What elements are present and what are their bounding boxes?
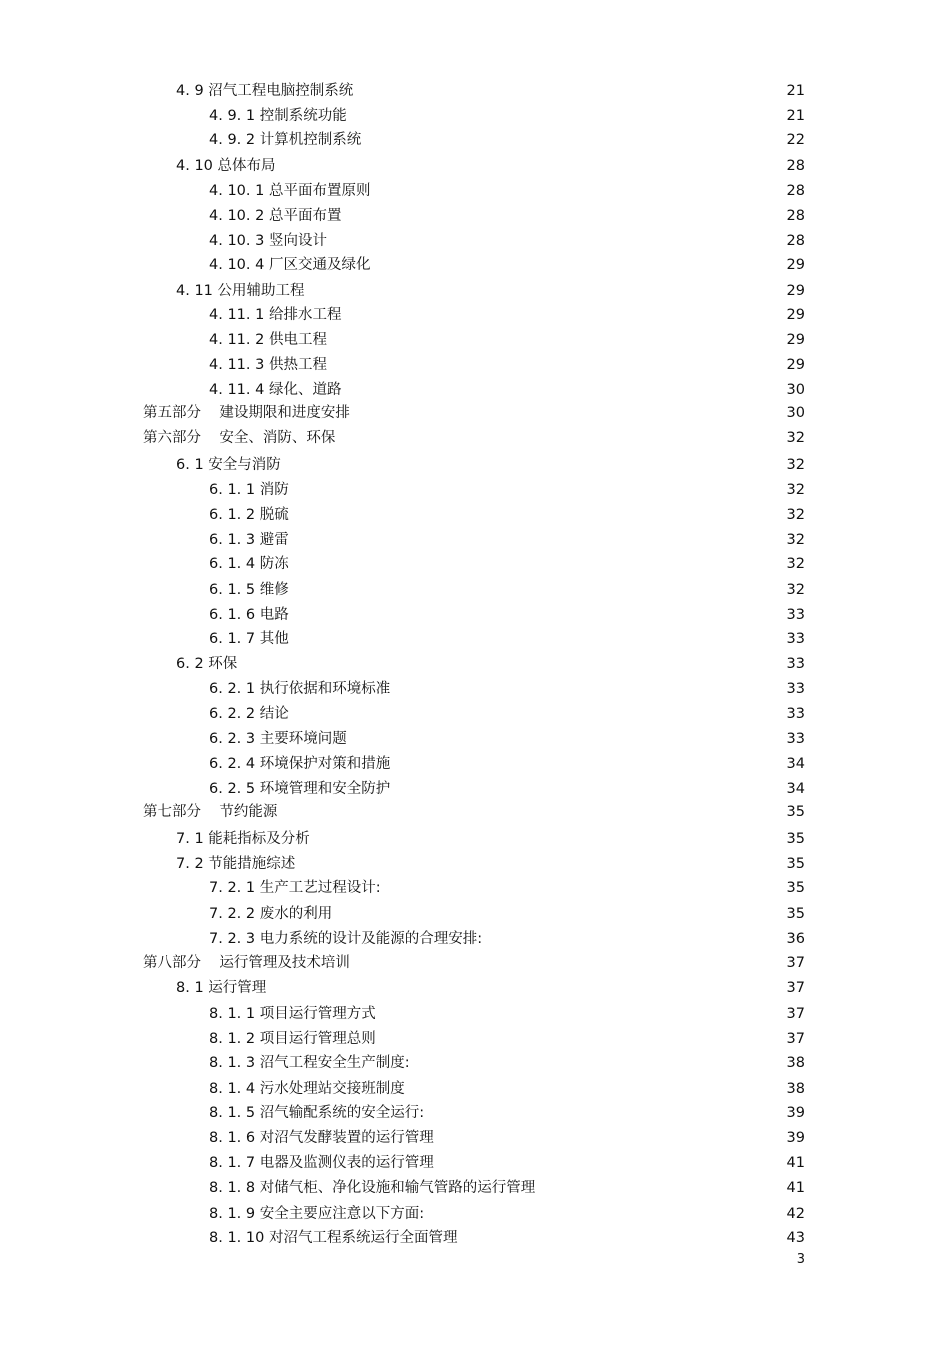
toc-entry-title: 4. 11 公用辅助工程 — [176, 283, 305, 299]
toc-entry-page: 37 — [786, 1006, 805, 1022]
toc-entry-page: 29 — [786, 357, 805, 373]
toc-entry[interactable] — [209, 105, 805, 127]
toc-entry-page: 39 — [786, 1130, 805, 1146]
toc-entry-title: 6. 1. 2 脱硫 — [209, 507, 289, 523]
toc-entry[interactable] — [209, 903, 805, 925]
toc-entry[interactable] — [209, 479, 805, 501]
toc-entry-title: 6. 1. 6 电路 — [209, 607, 289, 623]
toc-entry-page: 34 — [786, 781, 805, 797]
toc-entry-page: 34 — [786, 756, 805, 772]
toc-entry-title: 6. 1. 5 维修 — [209, 582, 289, 598]
toc-entry[interactable] — [209, 180, 805, 202]
toc-entry-page: 32 — [786, 457, 805, 473]
toc-entry-page: 36 — [786, 931, 805, 947]
toc-entry-title: 8. 1 运行管理 — [176, 980, 267, 996]
page-number: 3 — [796, 1252, 805, 1267]
toc-entry-title: 4. 10. 2 总平面布置 — [209, 208, 342, 224]
toc-entry-title: 8. 1. 6 对沼气发酵装置的运行管理 — [209, 1130, 434, 1146]
toc-entry[interactable] — [209, 529, 805, 551]
toc-entry[interactable] — [209, 928, 805, 950]
toc-entry-page: 35 — [786, 804, 805, 820]
toc-entry-page: 33 — [786, 731, 805, 747]
toc-entry[interactable] — [143, 801, 805, 823]
toc-entry-page: 32 — [786, 582, 805, 598]
toc-entry-page: 41 — [786, 1155, 805, 1171]
toc-entry[interactable] — [209, 728, 805, 750]
toc-entry-page: 28 — [786, 233, 805, 249]
toc-entry-page: 33 — [786, 631, 805, 647]
toc-entry-page: 33 — [786, 706, 805, 722]
toc-entry-page: 30 — [786, 382, 805, 398]
toc-entry[interactable] — [143, 402, 805, 424]
toc-entry-page: 21 — [786, 83, 805, 99]
toc-entry-title: 4. 11. 4 绿化、道路 — [209, 382, 342, 398]
toc-entry[interactable] — [209, 1227, 805, 1249]
toc-entry[interactable] — [209, 1052, 805, 1074]
toc-entry-title: 4. 10. 1 总平面布置原则 — [209, 183, 371, 199]
toc-entry-title: 6. 1 安全与消防 — [176, 457, 281, 473]
toc-entry-page: 33 — [786, 681, 805, 697]
toc-entry[interactable] — [209, 379, 805, 401]
toc-entry[interactable] — [209, 1152, 805, 1174]
toc-entry-title: 6. 1. 1 消防 — [209, 482, 289, 498]
toc-entry-title: 7. 2. 3 电力系统的设计及能源的合理安排: — [209, 931, 483, 947]
toc-entry[interactable] — [143, 427, 805, 449]
toc-entry-title: 6. 2. 2 结论 — [209, 706, 289, 722]
toc-entry-page: 28 — [786, 183, 805, 199]
toc-entry-page: 28 — [786, 158, 805, 174]
toc-entry[interactable] — [176, 977, 805, 999]
toc-entry[interactable] — [176, 853, 805, 875]
toc-entry-page: 29 — [786, 307, 805, 323]
toc-entry[interactable] — [209, 205, 805, 227]
toc-entry-title: 第八部分 运行管理及技术培训 — [143, 955, 350, 971]
toc-entry[interactable] — [209, 129, 805, 151]
toc-entry-page: 35 — [786, 880, 805, 896]
toc-entry-title: 8. 1. 8 对储气柜、净化设施和输气管路的运行管理 — [209, 1180, 536, 1196]
toc-entry-page: 28 — [786, 208, 805, 224]
toc-entry-title: 7. 2. 1 生产工艺过程设计: — [209, 880, 381, 896]
toc-entry[interactable] — [209, 877, 805, 899]
toc-entry-page: 21 — [786, 108, 805, 124]
toc-entry-title: 第五部分 建设期限和进度安排 — [143, 405, 350, 421]
toc-entry[interactable] — [209, 1028, 805, 1050]
toc-entry-page: 32 — [786, 556, 805, 572]
toc-entry[interactable] — [209, 553, 805, 575]
toc-entry-page: 32 — [786, 482, 805, 498]
toc-entry-title: 4. 9. 1 控制系统功能 — [209, 108, 347, 124]
toc-entry-title: 6. 2. 4 环境保护对策和措施 — [209, 756, 391, 772]
toc-entry[interactable] — [209, 1127, 805, 1149]
toc-entry-title: 4. 9 沼气工程电脑控制系统 — [176, 83, 354, 99]
toc-entry-page: 43 — [786, 1230, 805, 1246]
toc-entry-title: 7. 1 能耗指标及分析 — [176, 831, 310, 847]
toc-entry-title: 6. 1. 3 避雷 — [209, 532, 289, 548]
toc-entry-title: 6. 1. 7 其他 — [209, 631, 289, 647]
toc-entry[interactable] — [209, 778, 805, 800]
toc-entry[interactable] — [176, 280, 805, 302]
toc-entry-title: 8. 1. 2 项目运行管理总则 — [209, 1031, 376, 1047]
toc-entry-title: 4. 10 总体布局 — [176, 158, 276, 174]
toc-entry[interactable] — [209, 604, 805, 626]
toc-entry-page: 35 — [786, 906, 805, 922]
toc-entry[interactable] — [209, 678, 805, 700]
toc-entry-page: 33 — [786, 656, 805, 672]
toc-entry-page: 42 — [786, 1206, 805, 1222]
toc-entry[interactable] — [176, 653, 805, 675]
toc-entry-title: 8. 1. 5 沼气输配系统的安全运行: — [209, 1105, 425, 1121]
toc-entry-page: 38 — [786, 1055, 805, 1071]
toc-entry[interactable] — [176, 828, 805, 850]
toc-entry[interactable] — [209, 230, 805, 252]
toc-entry-title: 4. 10. 3 竖向设计 — [209, 233, 327, 249]
toc-entry-page: 39 — [786, 1105, 805, 1121]
toc-entry-page: 41 — [786, 1180, 805, 1196]
toc-entry-title: 4. 9. 2 计算机控制系统 — [209, 132, 362, 148]
toc-entry-page: 35 — [786, 831, 805, 847]
toc-entry-title: 6. 2. 3 主要环境问题 — [209, 731, 347, 747]
toc-entry-page: 37 — [786, 955, 805, 971]
toc-entry-title: 8. 1. 4 污水处理站交接班制度 — [209, 1081, 405, 1097]
toc-entry-page: 32 — [786, 532, 805, 548]
toc-entry[interactable] — [176, 454, 805, 476]
toc-entry[interactable] — [209, 354, 805, 376]
toc-entry[interactable] — [209, 579, 805, 601]
toc-entry-page: 29 — [786, 332, 805, 348]
toc-entry[interactable] — [209, 1003, 805, 1025]
toc-entry[interactable] — [209, 1203, 805, 1225]
toc-entry-title: 4. 11. 1 给排水工程 — [209, 307, 342, 323]
toc-entry-page: 29 — [786, 283, 805, 299]
toc-entry[interactable] — [209, 254, 805, 276]
toc-entry-title: 第六部分 安全、消防、环保 — [143, 430, 336, 446]
toc-entry-page: 38 — [786, 1081, 805, 1097]
toc-entry[interactable] — [176, 80, 805, 102]
toc-entry[interactable] — [209, 1102, 805, 1124]
toc-entry-page: 32 — [786, 507, 805, 523]
toc-entry-title: 6. 1. 4 防冻 — [209, 556, 289, 572]
toc-entry[interactable] — [209, 329, 805, 351]
toc-entry-page: 30 — [786, 405, 805, 421]
toc-entry-title: 8. 1. 10 对沼气工程系统运行全面管理 — [209, 1230, 458, 1246]
toc-entry-page: 33 — [786, 607, 805, 623]
toc-entry-page: 37 — [786, 980, 805, 996]
toc-entry-title: 6. 2. 5 环境管理和安全防护 — [209, 781, 391, 797]
toc-entry-title: 8. 1. 9 安全主要应注意以下方面: — [209, 1206, 425, 1222]
toc-entry-page: 32 — [786, 430, 805, 446]
toc-entry-title: 8. 1. 1 项目运行管理方式 — [209, 1006, 376, 1022]
toc-entry[interactable] — [176, 155, 805, 177]
toc-entry-page: 35 — [786, 856, 805, 872]
toc-entry-title: 6. 2 环保 — [176, 656, 238, 672]
toc-entry-title: 4. 11. 2 供电工程 — [209, 332, 327, 348]
toc-entry-title: 4. 11. 3 供热工程 — [209, 357, 327, 373]
toc-entry[interactable] — [209, 753, 805, 775]
toc-entry-page: 29 — [786, 257, 805, 273]
toc-entry-title: 7. 2. 2 废水的利用 — [209, 906, 333, 922]
toc-entry[interactable] — [209, 703, 805, 725]
toc-entry[interactable] — [209, 628, 805, 650]
toc-entry-title: 7. 2 节能措施综述 — [176, 856, 296, 872]
toc-entry[interactable] — [209, 304, 805, 326]
toc-entry-title: 4. 10. 4 厂区交通及绿化 — [209, 257, 371, 273]
toc-entry-title: 第七部分 节约能源 — [143, 804, 278, 820]
toc-entry[interactable] — [209, 1078, 805, 1100]
toc-entry[interactable] — [209, 504, 805, 526]
toc-entry-title: 8. 1. 3 沼气工程安全生产制度: — [209, 1055, 410, 1071]
toc-entry-page: 22 — [786, 132, 805, 148]
toc-entry-title: 6. 2. 1 执行依据和环境标准 — [209, 681, 391, 697]
toc-entry[interactable] — [209, 1177, 805, 1199]
toc-entry-title: 8. 1. 7 电器及监测仪表的运行管理 — [209, 1155, 434, 1171]
toc-entry-page: 37 — [786, 1031, 805, 1047]
toc-entry[interactable] — [143, 952, 805, 974]
